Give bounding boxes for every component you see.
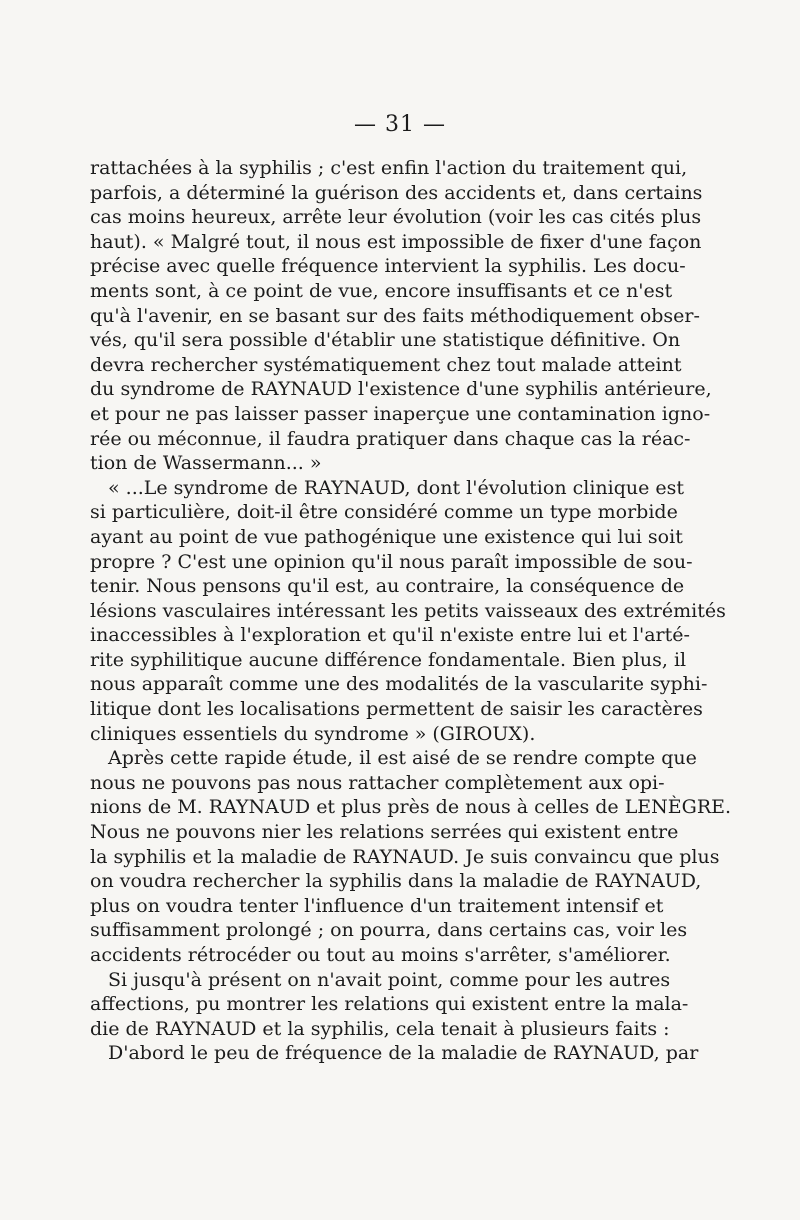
text-line: nions de M. RAYNAUD et plus près de nous à celles de LENÈGRE.	[90, 796, 732, 819]
text-line: lésions vasculaires intéressant les petits vaisseaux des extrémités	[90, 599, 726, 622]
text-line: parfois, a déterminé la guérison des accidents et, dans certains	[90, 181, 703, 204]
text-line: devra rechercher systématiquement chez tout malade atteint	[90, 353, 682, 376]
text-line: qu'à l'avenir, en se basant sur des faits méthodiquement obser-	[90, 304, 700, 327]
text-line: rée ou méconnue, il faudra pratiquer dans chaque cas la réac-	[90, 427, 691, 450]
text-line: cliniques essentiels du syndrome » (GIROUX).	[90, 722, 536, 745]
text-line: die de RAYNAUD et la syphilis, cela tenait à plusieurs faits :	[90, 1017, 670, 1040]
text-line: et pour ne pas laisser passer inaperçue une contamination igno-	[90, 402, 711, 425]
text-line: ments sont, à ce point de vue, encore insuffisants et ce n'est	[90, 279, 673, 302]
text-line: tenir. Nous pensons qu'il est, au contraire, la conséquence de	[90, 575, 685, 598]
body-text	[90, 156, 732, 1066]
text-line: haut). « Malgré tout, il nous est impossible de fixer d'une façon	[90, 230, 702, 253]
text-line: du syndrome de RAYNAUD l'existence d'une syphilis antérieure,	[90, 378, 712, 401]
text-line: nous apparaît comme une des modalités de la vascularite syphi-	[90, 673, 708, 696]
text-line: « ...Le syndrome de RAYNAUD, dont l'évolution clinique est	[108, 476, 685, 499]
text-line: cas moins heureux, arrête leur évolution (voir les cas cités plus	[90, 206, 702, 229]
text-line: inaccessibles à l'exploration et qu'il n'existe entre lui et l'arté-	[90, 624, 690, 647]
page-number: — 31 —	[354, 112, 446, 137]
text-line: propre ? C'est une opinion qu'il nous paraît impossible de sou-	[90, 550, 693, 573]
text-line: vés, qu'il sera possible d'établir une statistique définitive. On	[90, 329, 681, 352]
text-line: plus on voudra tenter l'influence d'un traitement intensif et	[90, 894, 664, 917]
text-line: la syphilis et la maladie de RAYNAUD. Je suis convaincu que plus	[90, 845, 720, 868]
text-line: précise avec quelle fréquence intervient la syphilis. Les docu-	[90, 255, 686, 278]
text-line: suffisamment prolongé ; on pourra, dans certains cas, voir les	[90, 919, 688, 942]
text-line: D'abord le peu de fréquence de la maladie de RAYNAUD, par	[108, 1042, 699, 1065]
text-line: si particulière, doit-il être considéré comme un type morbide	[90, 501, 678, 524]
text-line: Après cette rapide étude, il est aisé de se rendre compte que	[108, 747, 697, 770]
text-line: litique dont les localisations permettent de saisir les caractères	[90, 698, 703, 721]
text-line: ayant au point de vue pathogénique une existence qui lui soit	[90, 525, 683, 548]
text-line: rite syphilitique aucune différence fondamentale. Bien plus, il	[90, 648, 687, 671]
text-line: on voudra rechercher la syphilis dans la maladie de RAYNAUD,	[90, 870, 702, 893]
text-line: affections, pu montrer les relations qui existent entre la mala-	[90, 993, 689, 1016]
text-line: rattachées à la syphilis ; c'est enfin l'action du traitement qui,	[90, 157, 688, 179]
text-line: Si jusqu'à présent on n'avait point, comme pour les autres	[108, 968, 671, 991]
text-line: tion de Wassermann... »	[90, 452, 322, 475]
text-line: accidents rétrocéder ou tout au moins s'arrêter, s'améliorer.	[90, 944, 671, 966]
text-line: nous ne pouvons pas nous rattacher complètement aux opi-	[90, 771, 665, 794]
text-line: Nous ne pouvons nier les relations serrées qui existent entre	[90, 821, 679, 844]
